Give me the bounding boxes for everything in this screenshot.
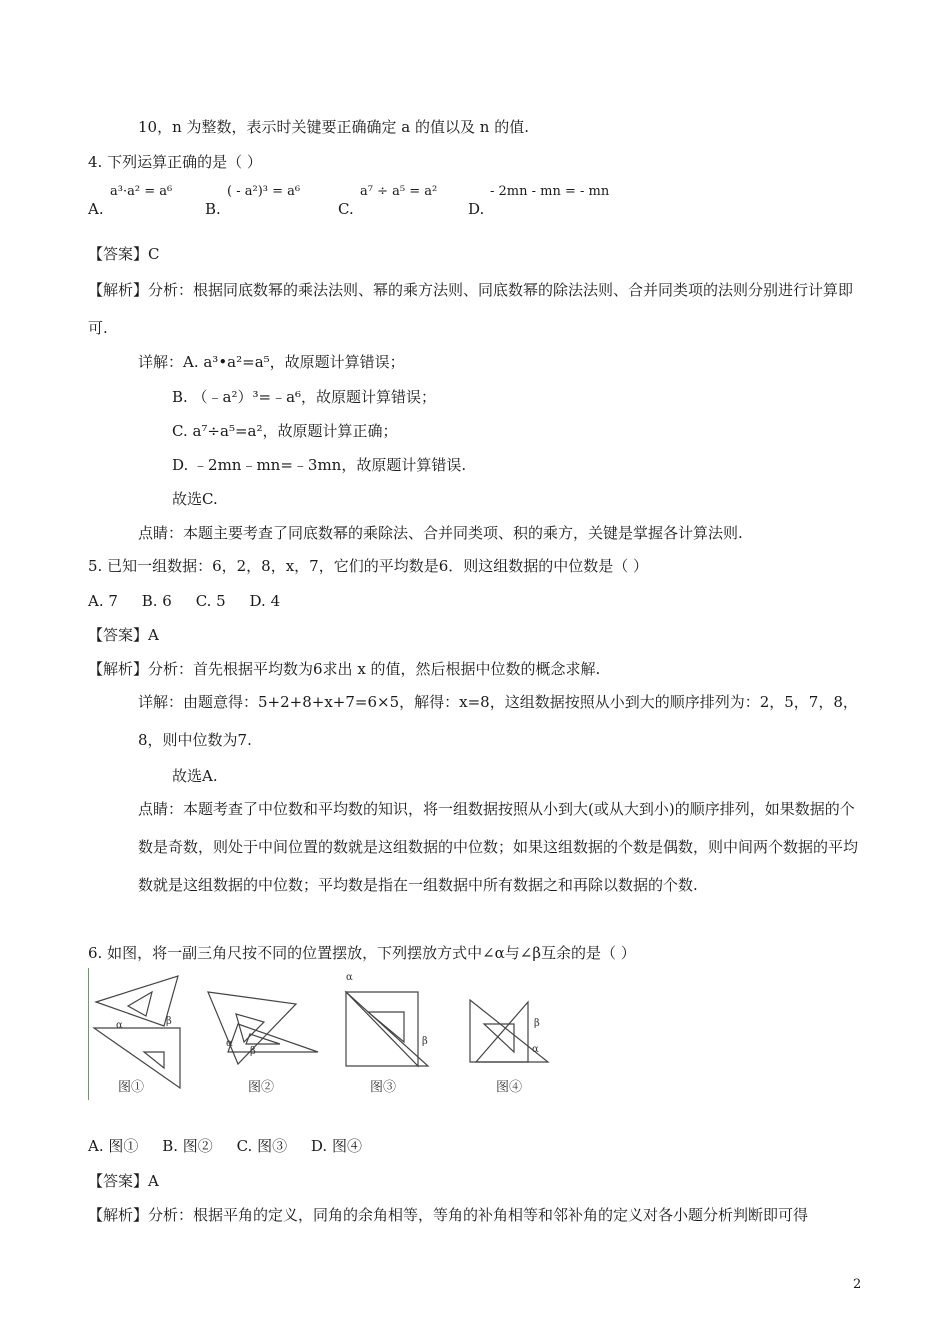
fig2-alpha-label: α [226, 1038, 233, 1049]
answer-5: 【答案】A [88, 626, 159, 644]
answer-4: 【答案】C [88, 245, 160, 263]
fig4-alpha-label: α [532, 1044, 539, 1055]
question-4: 4. 下列运算正确的是（ ） [88, 153, 262, 171]
triangle-figures [88, 968, 568, 1100]
q4-option-a: A. a³·a² = a⁶ [88, 184, 173, 218]
caption-fig4: 图④ [496, 1080, 523, 1095]
fig1-beta-label: β [166, 1016, 172, 1027]
caption-fig2: 图② [248, 1080, 275, 1095]
detail-4c: C. a⁷÷a⁵=a²，故原题计算正确； [172, 422, 398, 440]
line-continuation: 10，n 为整数，表示时关键要正确确定 a 的值以及 n 的值. [138, 118, 529, 136]
caption-fig1: 图① [118, 1080, 145, 1095]
q4-option-c: C. a⁷ ÷ a⁵ = a² [338, 184, 438, 218]
caption-fig3: 图③ [370, 1080, 397, 1095]
analysis-4: 【解析】分析：根据同底数幂的乘法法则、幂的乘方法则、同底数幂的除法法则、合并同类项的法则分别进行计算即可. [88, 281, 854, 337]
fig3-alpha-label: α [346, 972, 353, 983]
fig2-beta-label: β [250, 1046, 256, 1057]
q4-option-b: B. ( - a²)³ = a⁶ [205, 184, 301, 218]
detail-4b: B. （﹣a²）³=﹣a⁶，故原题计算错误； [172, 388, 437, 406]
q5-options: A. 7 B. 6 C. 5 D. 4 [88, 592, 281, 610]
question-6: 6. 如图，将一副三角尺按不同的位置摆放，下列摆放方式中∠α与∠β互余的是（ ） [88, 944, 636, 962]
analysis-6: 【解析】分析：根据平角的定义，同角的余角相等，等角的补角相等和邻补角的定义对各小题分析判断即可得 [88, 1206, 809, 1224]
fig3-beta-label: β [422, 1036, 428, 1047]
page-number: 2 [853, 1277, 862, 1292]
choice-5: 故选A. [172, 767, 218, 785]
answer-6: 【答案】A [88, 1172, 159, 1190]
q6-options: A. 图① B. 图② C. 图③ D. 图④ [88, 1137, 362, 1155]
fig1-alpha-label: α [116, 1020, 123, 1031]
tip-4: 点睛：本题主要考查了同底数幂的乘除法、合并同类项、积的乘方，关键是掌握各计算法则. [138, 524, 743, 542]
fig4-beta-label: β [534, 1018, 540, 1029]
choice-4: 故选C. [172, 490, 218, 508]
detail-4d: D. ﹣2mn﹣mn=﹣3mn，故原题计算错误. [172, 456, 467, 474]
question-5: 5. 已知一组数据：6，2，8，x，7，它们的平均数是6．则这组数据的中位数是（ ） [88, 557, 649, 575]
tip-5: 点睛：本题考查了中位数和平均数的知识，将一组数据按照从小到大(或从大到小)的顺序排列，如果数据的个数是奇数，则处于中间位置的数就是这组数据的中位数；如果这组数据的个数是偶数，则中间两个数据的平均数就是这组数据的中位数；平均数是指在一组数据中所有数据之和再除以数据的个数. [138, 800, 859, 894]
analysis-5: 【解析】分析：首先根据平均数为6求出 x 的值，然后根据中位数的概念求解. [88, 660, 601, 678]
detail-5: 详解：由题意得：5+2+8+x+7=6×5，解得：x=8，这组数据按照从小到大的顺序排列为：2，5，7，8，8，则中位数为7. [138, 693, 858, 749]
detail-4a: 详解：A. a³•a²=a⁵，故原题计算错误； [138, 353, 405, 371]
q4-option-d: D. - 2mn - mn = - mn [468, 184, 610, 218]
